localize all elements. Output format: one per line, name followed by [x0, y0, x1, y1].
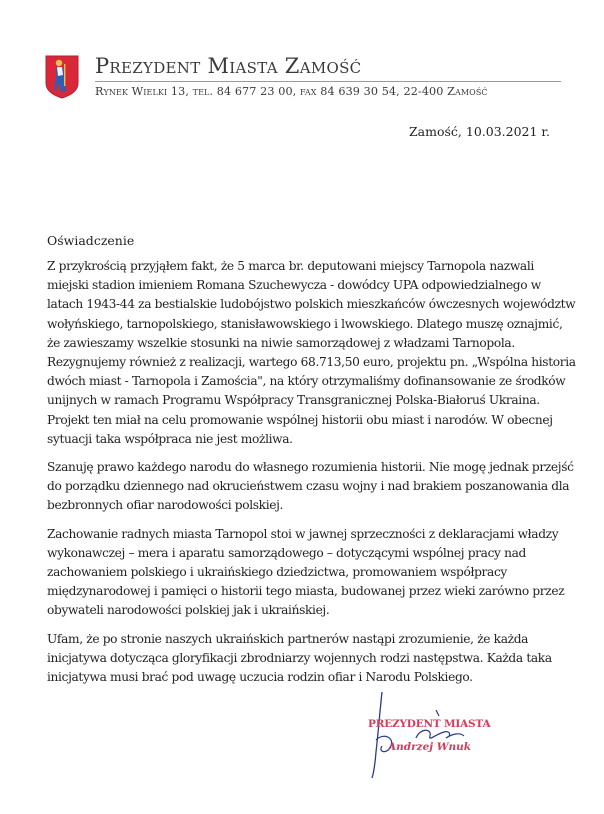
- handwritten-signature: [360, 680, 510, 780]
- paragraph: Ufam, że po stronie naszych ukraińskich partnerów nastąpi zrozumienie, że każda inicjatywa dotycząca gloryfikacji zbrodniarzy wojennych rodzi następstwa. Każda taka inicjatywa musi brać pod uwagę uczucia rodzin ofiar i Narodu Polskiego.: [47, 631, 552, 685]
- letter-body: [47, 257, 577, 696]
- organization-address: Rynek Wielki 13, tel. 84 677 23 00, fax 84 639 30 54, 22-400 Zamość: [95, 85, 488, 98]
- letterhead-divider: [95, 81, 561, 82]
- document-heading: Oświadczenie: [47, 233, 135, 248]
- paragraph: Z przykrością przyjąłem fakt, że 5 marca br. deputowani miejscy Tarnopola nazwali miejski stadion imieniem Romana Szuchewycza - dowódcy UPA odpowiedzialnego w latach 1943-44 za bestialskie ludobójstwo polskich mieszkańców ówczesnych województw wołyńskiego, tarnopolskiego, stanisławowskiego i lwowskiego. Dlatego muszę oznajmić, że zawieszamy wszelkie stosunki na niwie samorządowej z władzami Tarnopola. Rezygnujemy również z realizacji, wartego 68.713,50 euro, projektu pn. „Wspólna historia dwóch miast - Tarnopola i Zamościa", na który otrzymaliśmy dofinansowanie ze środków unijnych w ramach Programu Współpracy Transgranicznej Polska-Białoruś Ukraina. Projekt ten miał na celu promowanie wspólnej historii obu miast i narodów. W obecnej sytuacji taka współpraca nie jest możliwa.: [47, 259, 576, 446]
- paragraph: Zachowanie radnych miasta Tarnopol stoi w jawnej sprzeczności z deklaracjami władzy wykonawczej – mera i aparatu samorządowego – dotyczącymi wspólnej pracy nad zachowaniem polskiego i ukraińskiego dziedzictwa, promowaniem współpracy międzynarodowej i pamięci o historii tego miasta, budowanej przez wieki zarówno przez obywateli narodowości polskiej jak i ukraińskiej.: [47, 526, 565, 618]
- coat-of-arms-icon: [45, 55, 79, 99]
- signature-stamp-name: Andrzej Wnuk: [388, 741, 472, 753]
- date-line: Zamość, 10.03.2021 r.: [409, 124, 550, 139]
- organization-name: Prezydent Miasta Zamość: [95, 54, 362, 78]
- signature-stamp-title: PREZYDENT MIASTA: [368, 718, 491, 730]
- paragraph: Szanuję prawo każdego narodu do własnego rozumienia historii. Nie mogę jednak przejść do porządku dziennego nad okrucieństwem czasu wojny i nad brakiem poszanowania dla bezbronnych ofiar narodowości polskiej.: [47, 460, 574, 513]
